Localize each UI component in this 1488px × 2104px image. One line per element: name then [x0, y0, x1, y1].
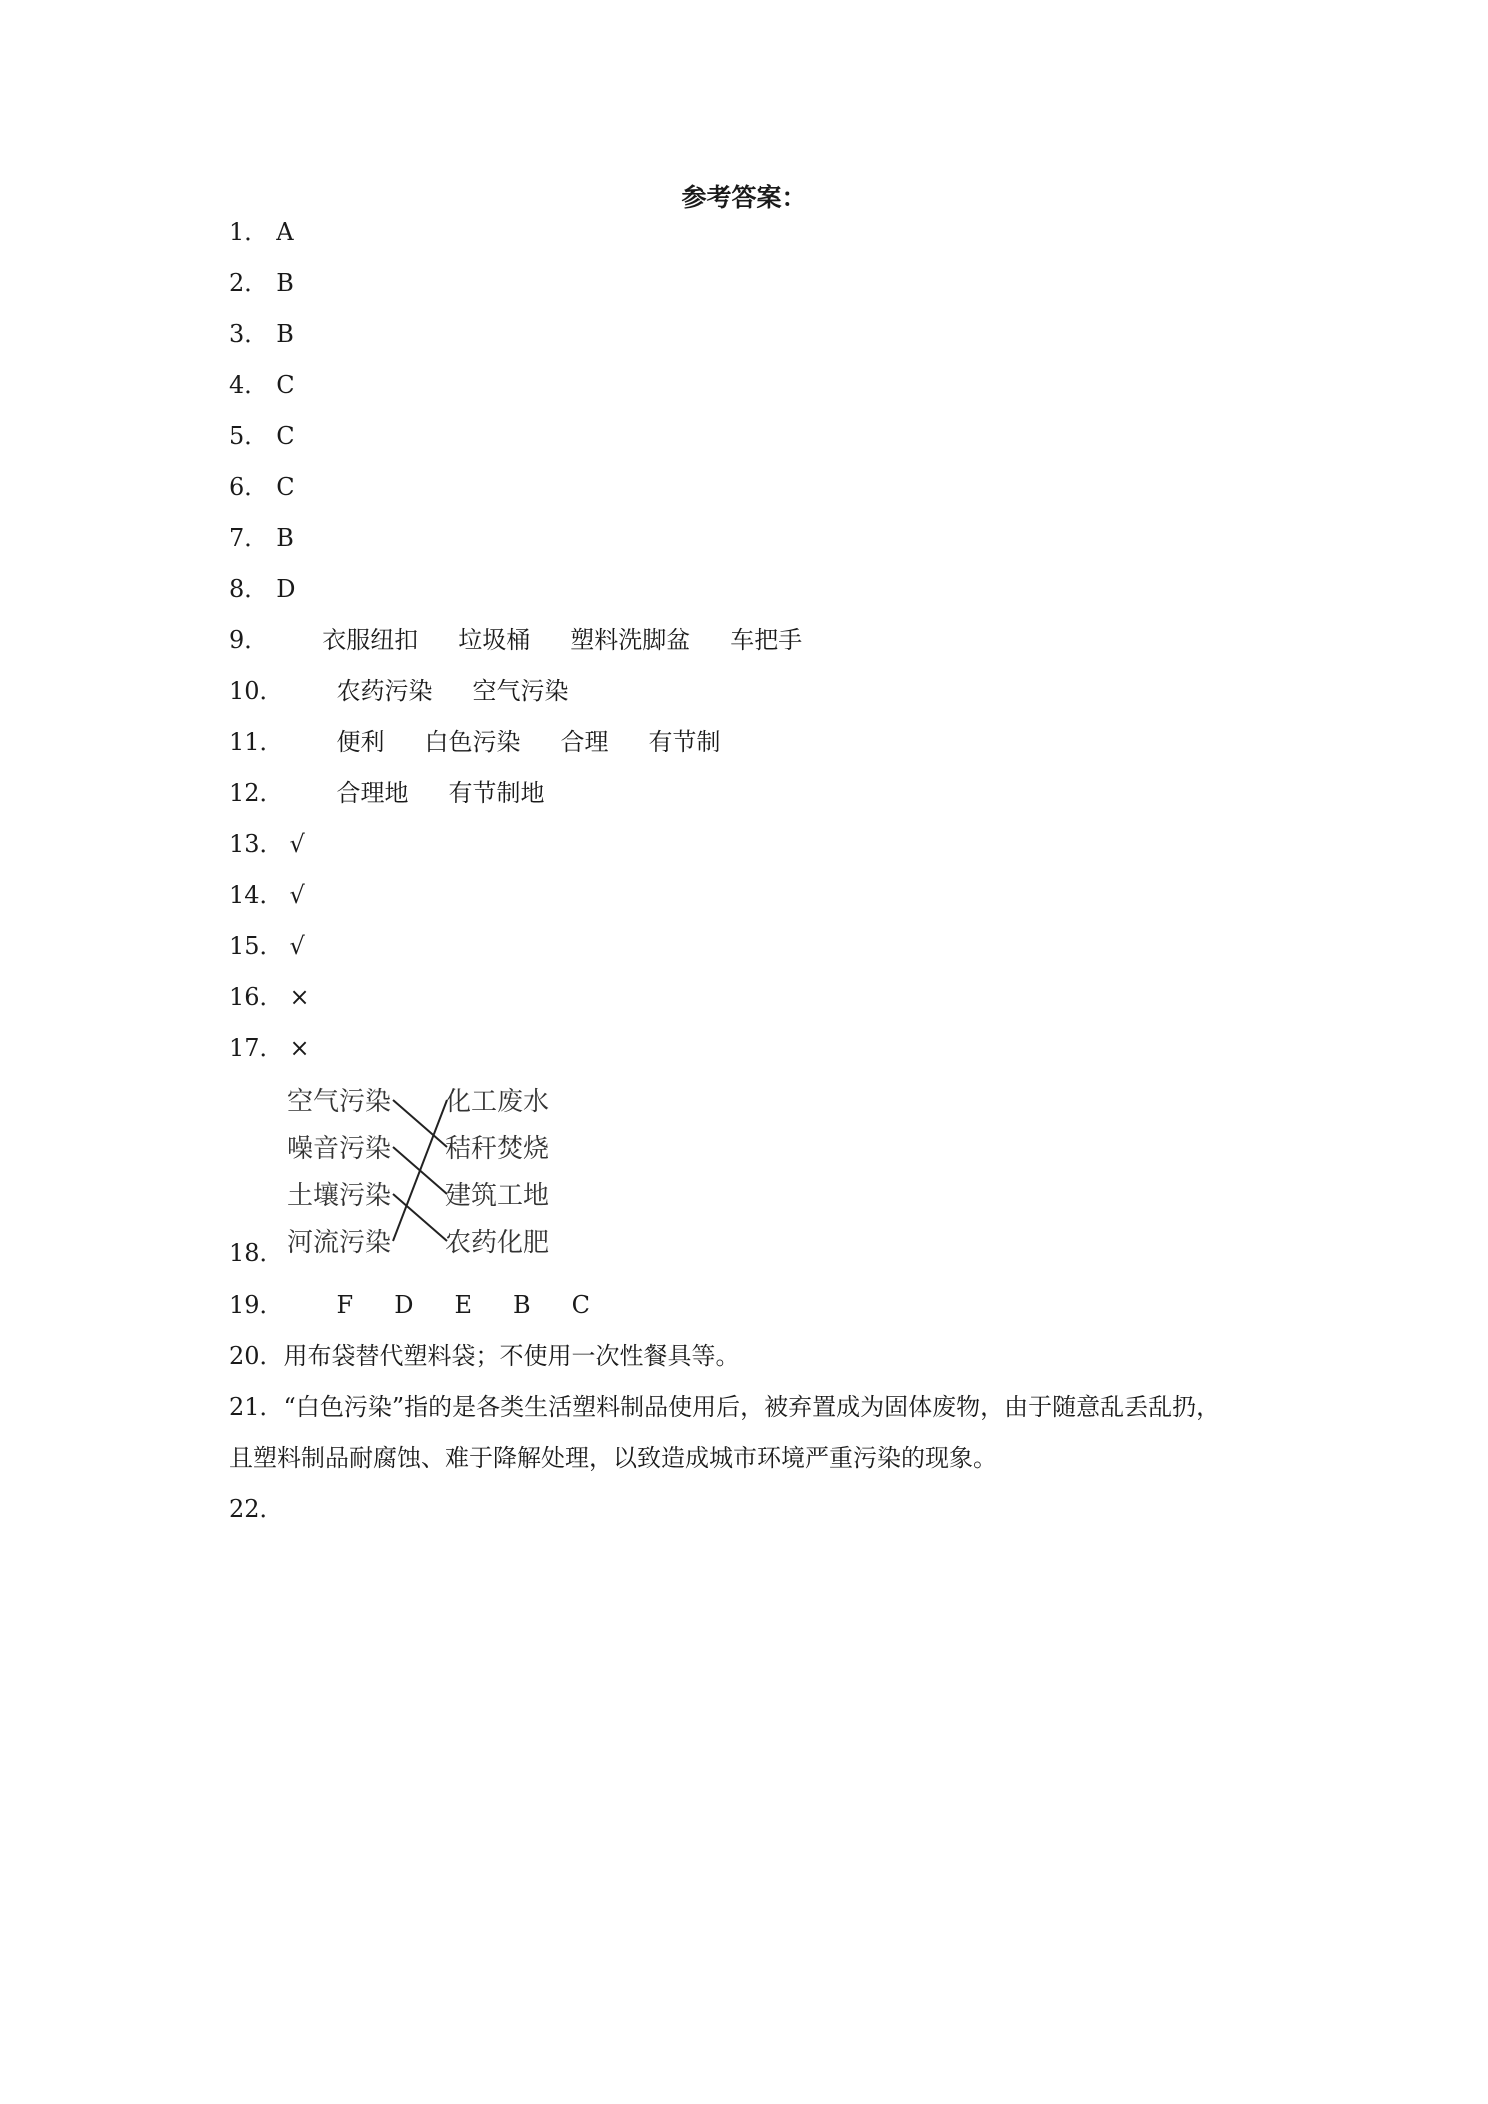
answer-21 — [229, 1390, 1220, 1424]
fill-blank: 合理地 — [336, 779, 409, 807]
answer-text: 用布袋替代塑料袋；不使用一次性餐具等。 — [283, 1342, 740, 1370]
answer-text: D — [276, 575, 296, 603]
fill-blank: F — [336, 1291, 354, 1319]
answer-text: × — [289, 1034, 310, 1062]
match-right-item: 建筑工地 — [445, 1181, 550, 1211]
answer-15 — [229, 929, 305, 963]
match-left-item: 空气污染 — [287, 1087, 392, 1117]
answer-text: √ — [289, 932, 305, 960]
answer-7 — [229, 521, 294, 555]
answer-4 — [229, 368, 295, 402]
answer-6 — [229, 470, 295, 504]
question-number: 16． — [229, 983, 284, 1011]
question-number: 11． — [229, 728, 284, 756]
fill-blank: 塑料洗脚盆 — [570, 626, 691, 654]
answer-text: C — [276, 422, 295, 450]
answer-12 — [229, 776, 585, 810]
answer-text: A — [276, 218, 294, 246]
match-right-item: 化工废水 — [445, 1087, 550, 1117]
page-title: 参考答案： — [681, 183, 807, 212]
answer-text: B — [276, 524, 294, 552]
match-right-item: 秸秆焚烧 — [445, 1134, 550, 1164]
answer-text: 且塑料制品耐腐蚀、难于降解处理，以致造成城市环境严重污染的现象。 — [229, 1444, 997, 1472]
answer-10 — [229, 674, 609, 708]
question-number: 9． — [229, 626, 269, 654]
match-left-item: 河流污染 — [287, 1228, 392, 1258]
question-number: 21． — [229, 1393, 284, 1421]
answer-1 — [229, 215, 294, 249]
question-number: 3． — [229, 320, 269, 348]
fill-blank: 空气污染 — [472, 677, 569, 705]
fill-blank: 农药污染 — [336, 677, 433, 705]
question-number: 1． — [229, 218, 269, 246]
question-number: 12． — [229, 779, 284, 807]
fill-blank: 有节制 — [648, 728, 721, 756]
answer-11 — [229, 725, 761, 759]
question-number: 7． — [229, 524, 269, 552]
match-left-item: 噪音污染 — [287, 1134, 392, 1164]
matching-svg — [275, 1074, 565, 1264]
answer-text: C — [276, 473, 295, 501]
question-number: 13． — [229, 830, 284, 858]
answer-22 — [229, 1492, 284, 1526]
fill-blank: E — [454, 1291, 472, 1319]
question-number: 5． — [229, 422, 269, 450]
fill-blank: 有节制地 — [448, 779, 545, 807]
answer-9 — [229, 623, 842, 657]
answer-5 — [229, 419, 295, 453]
answer-8 — [229, 572, 296, 606]
fill-blank: 便利 — [336, 728, 385, 756]
question-number: 8． — [229, 575, 269, 603]
answer-text: √ — [289, 830, 305, 858]
fill-blank: 白色污染 — [424, 728, 521, 756]
question-number: 2． — [229, 269, 269, 297]
answer-19 — [229, 1288, 590, 1322]
fill-blank: 垃圾桶 — [458, 626, 531, 654]
answer-text: B — [276, 269, 294, 297]
match-connector-line — [393, 1100, 447, 1241]
fill-blank: B — [512, 1291, 531, 1319]
answer-18 — [229, 1236, 284, 1270]
answer-21-continued — [229, 1441, 997, 1475]
matching-diagram — [275, 1074, 565, 1264]
match-right-item: 农药化肥 — [445, 1228, 550, 1258]
answer-2 — [229, 266, 294, 300]
question-number: 18． — [229, 1239, 284, 1267]
question-number: 4． — [229, 371, 269, 399]
question-number: 22． — [229, 1495, 284, 1523]
answer-13 — [229, 827, 305, 861]
match-left-item: 土壤污染 — [287, 1181, 392, 1211]
match-lines — [393, 1100, 447, 1241]
question-number: 20． — [229, 1342, 284, 1370]
answer-text: √ — [289, 881, 305, 909]
answer-text: C — [276, 371, 295, 399]
answer-20 — [229, 1339, 740, 1373]
answer-17 — [229, 1031, 310, 1065]
answer-text: “白色污染”指的是各类生活塑料制品使用后，被弃置成为固体废物，由于随意乱丢乱扔， — [283, 1393, 1221, 1421]
question-number: 17． — [229, 1034, 284, 1062]
answer-text: B — [276, 320, 294, 348]
question-number: 6． — [229, 473, 269, 501]
fill-blank: 合理 — [560, 728, 609, 756]
fill-blank: D — [394, 1291, 414, 1319]
answer-14 — [229, 878, 305, 912]
question-number: 14． — [229, 881, 284, 909]
fill-blank: 车把手 — [730, 626, 803, 654]
answer-3 — [229, 317, 294, 351]
question-number: 10． — [229, 677, 284, 705]
fill-blank: 衣服纽扣 — [322, 626, 419, 654]
answer-text: × — [289, 983, 310, 1011]
answer-16 — [229, 980, 310, 1014]
fill-blank: C — [571, 1291, 590, 1319]
question-number: 15． — [229, 932, 284, 960]
question-number: 19． — [229, 1291, 284, 1319]
